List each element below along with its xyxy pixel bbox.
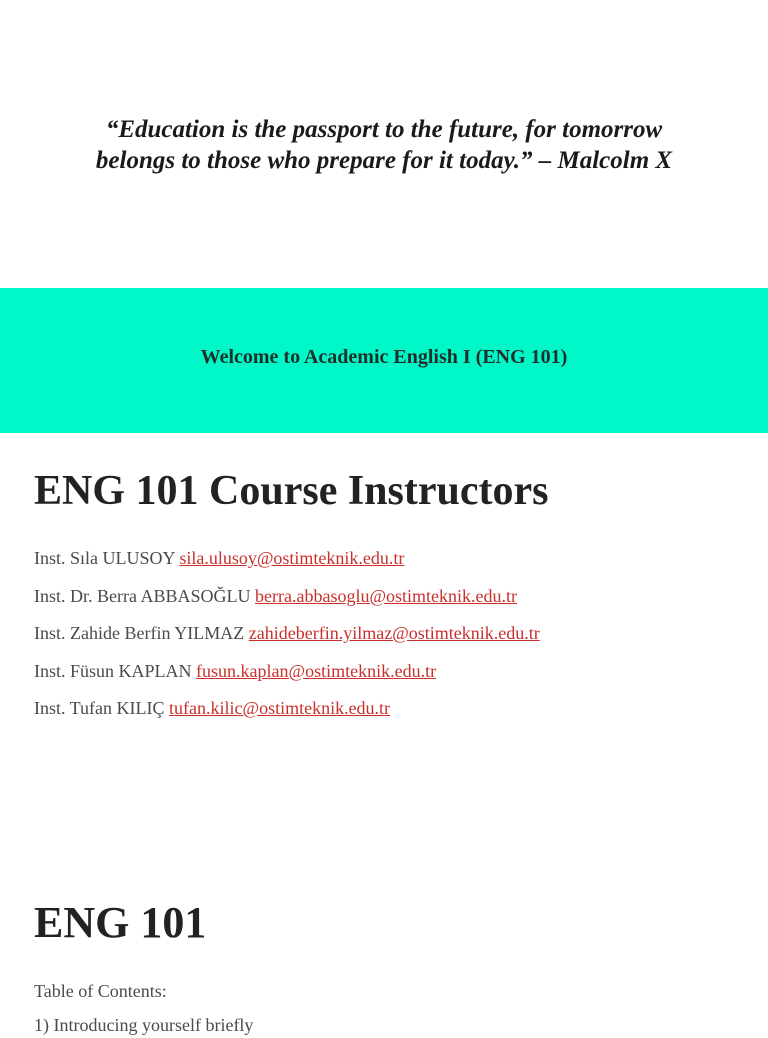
instructor-email-link[interactable]: berra.abbasoglu@ostimteknik.edu.tr <box>255 585 518 606</box>
welcome-title: Welcome to Academic English I (ENG 101) <box>200 346 568 368</box>
instructor-row <box>34 545 540 583</box>
instructor-name: Inst. Zahide Berfin YILMAZ <box>34 623 245 643</box>
instructor-email-link[interactable]: sila.ulusoy@ostimteknik.edu.tr <box>179 548 405 568</box>
instructor-name: Inst. Dr. Berra ABBASOĞLU <box>34 585 251 606</box>
instructor-row <box>34 695 540 733</box>
instructor-name: Inst. Tufan KILIÇ <box>34 698 165 718</box>
instructors-heading: ENG 101 Course Instructors <box>34 468 549 514</box>
instructor-row <box>34 620 540 658</box>
toc-label: Table of Contents: <box>34 981 167 1001</box>
course-heading: ENG 101 <box>34 898 207 947</box>
instructor-email-link[interactable]: zahideberfin.yilmaz@ostimteknik.edu.tr <box>248 623 540 643</box>
instructor-name: Inst. Sıla ULUSOY <box>34 548 175 568</box>
instructor-list <box>34 545 540 733</box>
quote-line-2: belongs to those who prepare for it today.” – Malcolm X <box>95 147 673 174</box>
instructor-email-link[interactable]: fusun.kaplan@ostimteknik.edu.tr <box>196 660 437 681</box>
toc-item: 1) Introducing yourself briefly <box>34 1015 254 1035</box>
quote-line-1: “Education is the passport to the future, for tomorrow <box>105 116 663 143</box>
quote-text <box>0 114 768 176</box>
instructor-name: Inst. Füsun KAPLAN <box>34 660 192 681</box>
instructor-email-link[interactable]: tufan.kilic@ostimteknik.edu.tr <box>169 698 391 718</box>
instructor-row <box>34 583 540 621</box>
instructor-row <box>34 658 540 696</box>
quote-section <box>0 0 768 288</box>
